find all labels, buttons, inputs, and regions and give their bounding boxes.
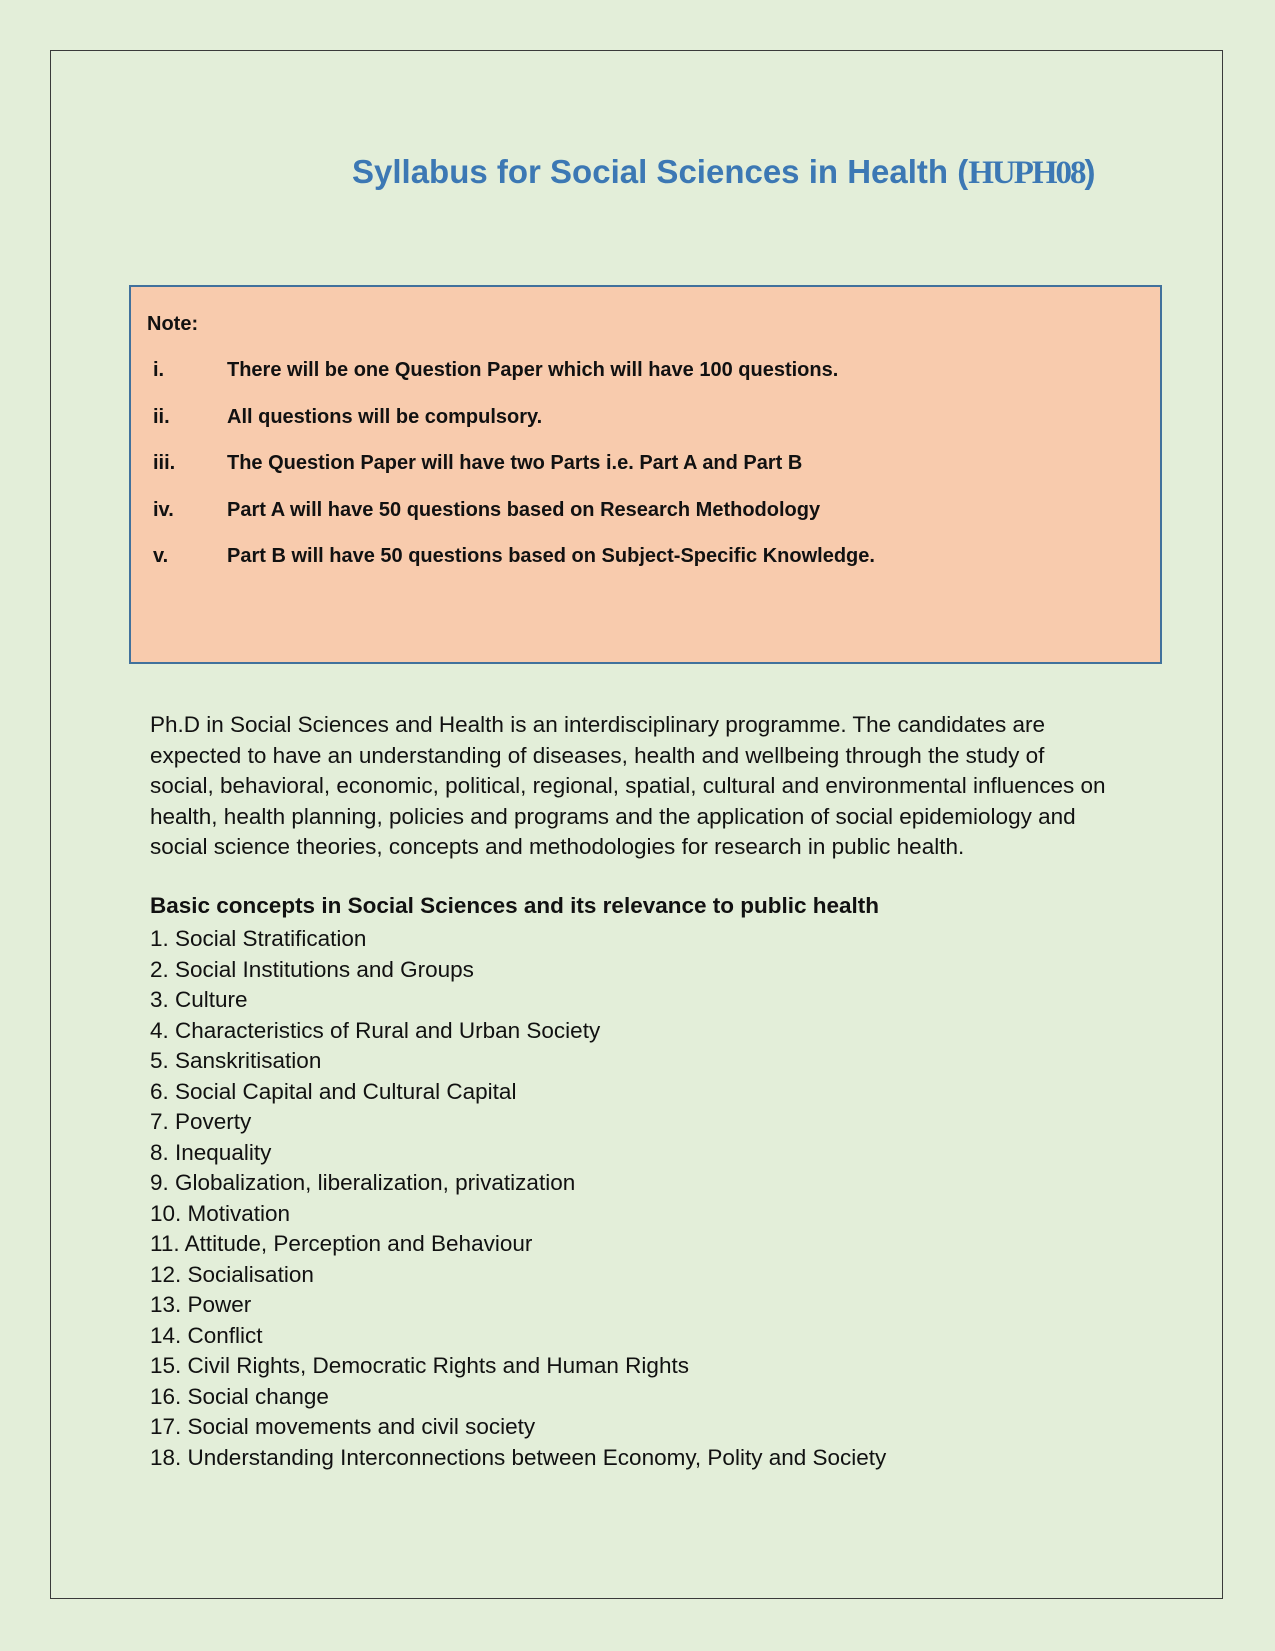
note-item	[131, 545, 1160, 592]
page-title-main: Syllabus for Social Sciences in Health (	[352, 153, 969, 190]
topic-item: 15. Civil Rights, Democratic Rights and Human Rights	[150, 1353, 689, 1378]
topic-item: 16. Social change	[150, 1383, 329, 1409]
topic-item: 3. Culture	[150, 987, 248, 1012]
note-item-text: The Question Paper will have two Parts i.e. Part A and Part B	[227, 452, 803, 474]
note-item-text: Part B will have 50 questions based on Subject-Specific Knowledge.	[227, 545, 875, 567]
topic-item: 5. Sanskritisation	[150, 1048, 322, 1073]
topic-item: 7. Poverty	[150, 1109, 252, 1134]
topic-item: 13. Power	[150, 1292, 252, 1317]
note-item-number: iii.	[153, 452, 176, 474]
topic-item: 11. Attitude, Perception and Behaviour	[150, 1231, 533, 1256]
topic-item: 4. Characteristics of Rural and Urban Society	[150, 1017, 601, 1043]
topic-item: 17. Social movements and civil society	[150, 1414, 536, 1439]
note-item-number: iv.	[153, 498, 174, 521]
topic-item: 10. Motivation	[150, 1200, 291, 1226]
topic-item: 2. Social Institutions and Groups	[150, 956, 474, 982]
note-item-text: All questions will be compulsory.	[227, 405, 543, 428]
note-item-text: There will be one Question Paper which will have 100 questions.	[227, 359, 839, 381]
page-title	[352, 153, 1096, 192]
note-item-number: ii.	[153, 405, 170, 428]
topic-item: 18. Understanding Interconnections between Economy, Polity and Society	[150, 1444, 887, 1470]
topic-item: 14. Conflict	[150, 1322, 263, 1348]
intro-paragraph: Ph.D in Social Sciences and Health is an interdisciplinary programme. The candidates are expected to have an understanding of diseases, health and wellbeing through the study of social, behavioral, economic, political, regional, spatial, cultural and environmental influences on health, health planning, policies and programs and the application of social epidemiology and social science theories, concepts and methodologies for research in public health.	[150, 712, 1106, 859]
topic-item: 6. Social Capital and Cultural Capital	[150, 1078, 517, 1104]
note-item-number: i.	[153, 359, 165, 381]
topic-item: 12. Socialisation	[150, 1261, 314, 1287]
topic-item: 9. Globalization, liberalization, privatization	[150, 1170, 576, 1195]
note-list	[131, 359, 1160, 592]
course-code: HUPH08	[968, 155, 1085, 191]
topic-list	[150, 924, 886, 1473]
note-item-number: v.	[153, 545, 169, 567]
topic-item: 1. Social Stratification	[150, 926, 367, 951]
section-heading: Basic concepts in Social Sciences and its relevance to public health	[150, 893, 880, 918]
note-heading: Note:	[147, 313, 199, 335]
note-box	[129, 285, 1162, 664]
topic-item: 8. Inequality	[150, 1139, 272, 1165]
page-title-close: )	[1084, 153, 1096, 190]
note-item	[131, 359, 1160, 406]
note-item-text: Part A will have 50 questions based on Research Methodology	[227, 498, 821, 521]
note-item	[131, 452, 1160, 499]
note-item	[131, 499, 1160, 546]
note-item	[131, 406, 1160, 453]
